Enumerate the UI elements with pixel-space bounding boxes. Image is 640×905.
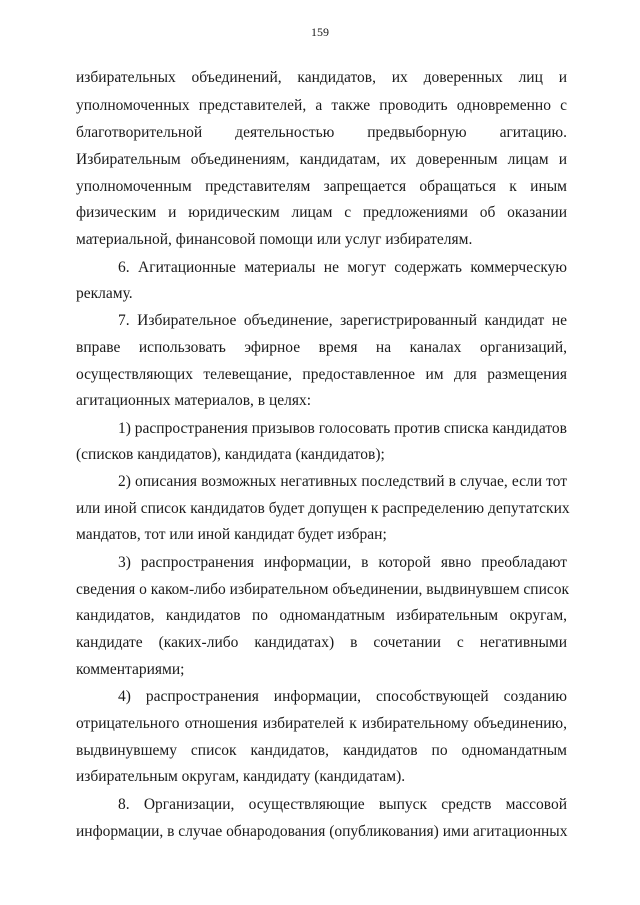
text-line: кандидатов, кандидатов по одномандатным избирательным округам, [76, 607, 567, 624]
text-line: или иной список кандидатов будет допущен к распределению депутатских [76, 500, 570, 517]
text-line: осуществляющих телевещание, предоставленное им для размещения [76, 366, 567, 383]
text-line: уполномоченным представителям запрещается обращаться к иным [76, 178, 567, 195]
text-line: уполномоченных представителей, а также проводить одновременно с [76, 97, 567, 114]
text-line: сведения о каком-либо избирательном объединении, выдвинувшем список [76, 581, 570, 598]
list-item-first-line: 3) распространения информации, в которой явно преобладают [118, 554, 567, 571]
page-number: 159 [311, 25, 329, 39]
list-item-first-line: 4) распространения информации, способствующей созданию [118, 688, 567, 705]
text-line: Избирательным объединениям, кандидатам, их доверенным лицам и [76, 151, 567, 168]
text-line: кандидате (каких-либо кандидатах) в сочетании с негативными [76, 634, 567, 651]
text-line: избирательным округам, кандидату (кандидатам). [76, 768, 406, 785]
text-line: комментариями; [76, 661, 185, 678]
text-line: рекламу. [76, 285, 133, 302]
paragraph-first-line: 8. Организации, осуществляющие выпуск средств массовой [118, 796, 567, 813]
list-item-first-line: 1) распространения призывов голосовать против списка кандидатов [118, 420, 567, 437]
text-line: вправе использовать эфирное время на каналах организаций, [76, 339, 567, 356]
text-line: избирательных объединений, кандидатов, их доверенных лиц и [76, 69, 567, 86]
paragraph-first-line: 6. Агитационные материалы не могут содержать коммерческую [118, 259, 567, 276]
text-line: (списков кандидатов), кандидата (кандидатов); [76, 446, 385, 463]
text-line: агитационных материалов, в целях: [76, 392, 312, 409]
text-line: отрицательного отношения избирателей к избирательному объединению, [76, 715, 567, 732]
paragraph-first-line: 7. Избирательное объединение, зарегистрированный кандидат не [118, 312, 567, 329]
list-item-first-line: 2) описания возможных негативных последствий в случае, если тот [118, 473, 567, 490]
text-line: выдвинувшему список кандидатов, кандидатов по одномандатным [76, 742, 567, 759]
text-line: материальной, финансовой помощи или услуг избирателям. [76, 231, 473, 248]
text-line: благотворительной деятельностью предвыборную агитацию. [76, 124, 567, 141]
text-line: информации, в случае обнародования (опубликования) ими агитационных [76, 823, 568, 840]
text-line: мандатов, тот или иной кандидат будет избран; [76, 526, 387, 543]
text-line: физическим и юридическим лицам с предложениями об оказании [76, 204, 567, 221]
